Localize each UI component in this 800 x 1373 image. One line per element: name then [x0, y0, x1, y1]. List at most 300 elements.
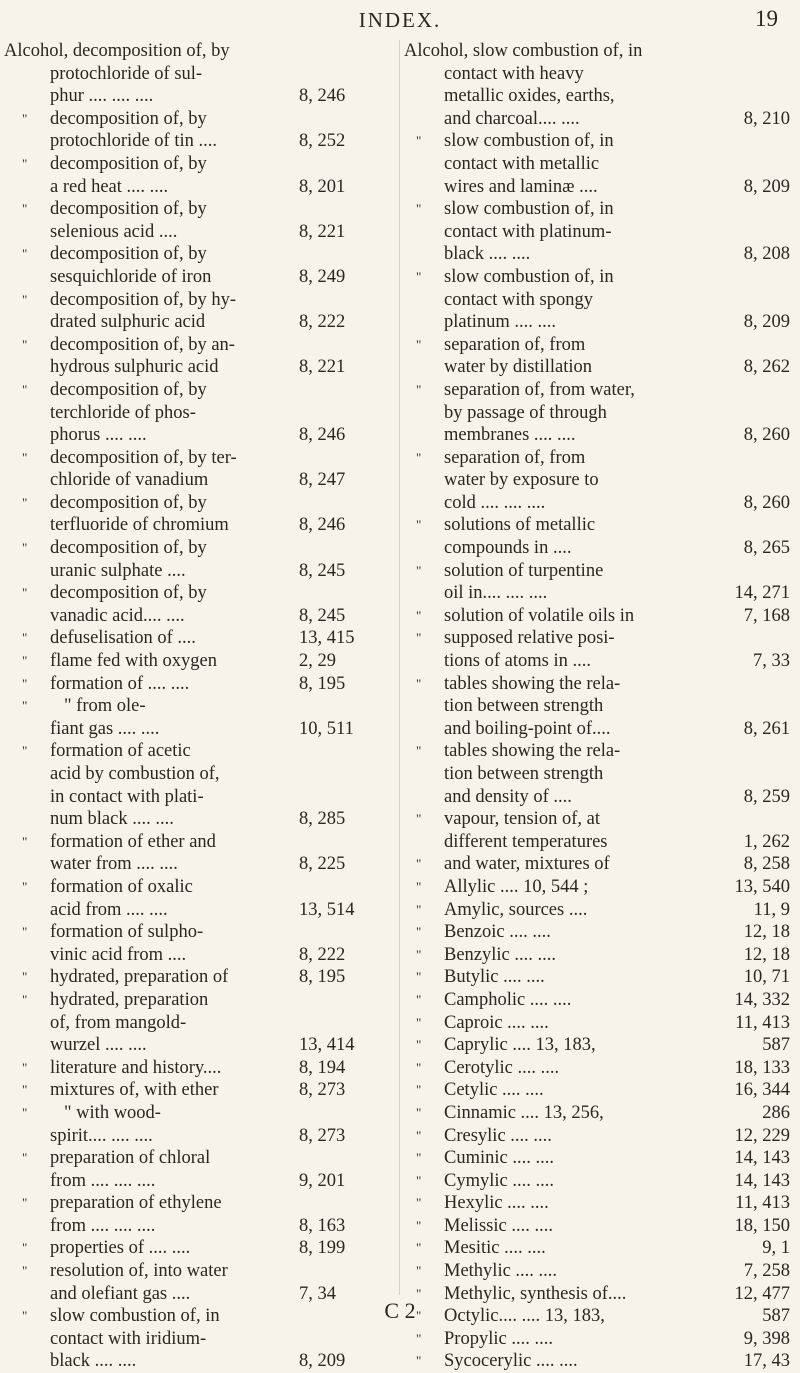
volume-page-ref: 11, 413 — [735, 1193, 790, 1214]
index-entry — [4, 740, 397, 763]
volume-page-ref: 8, 252 — [299, 131, 346, 152]
ditto-mark: " — [22, 675, 28, 691]
ditto-mark: " — [416, 946, 422, 962]
index-entry — [404, 492, 794, 515]
entry-text: slow combustion of, in — [50, 1306, 220, 1327]
index-entry — [404, 899, 794, 922]
ditto-mark: " — [416, 1240, 422, 1256]
index-entry — [4, 1079, 397, 1102]
ditto-mark: " — [416, 1330, 422, 1346]
index-entry — [404, 1034, 794, 1057]
ditto-mark: " — [22, 698, 28, 714]
index-entry — [4, 1192, 397, 1215]
entry-text: protochloride of tin .... — [50, 131, 217, 152]
volume-page-ref: 17, 43 — [743, 1351, 790, 1372]
entry-text: different temperatures — [444, 831, 608, 852]
index-entry — [404, 176, 794, 199]
entry-text: and charcoal.... .... — [444, 108, 580, 129]
volume-page-ref: 10, 511 — [299, 718, 354, 739]
volume-page-ref: 13, 415 — [299, 628, 355, 649]
ditto-mark: " — [416, 336, 422, 352]
volume-page-ref: 8, 260 — [743, 425, 790, 446]
index-entry — [404, 379, 794, 402]
volume-page-ref: 12, 18 — [743, 944, 790, 965]
volume-page-ref: 8, 273 — [299, 1080, 346, 1101]
volume-page-ref: 7, 258 — [743, 1261, 790, 1282]
index-entry — [404, 718, 794, 741]
index-entry — [404, 763, 794, 786]
index-entry — [4, 989, 397, 1012]
ditto-mark: " — [22, 1059, 28, 1075]
index-entry — [404, 1170, 794, 1193]
entry-text: decomposition of, by — [50, 244, 207, 265]
left-index-column — [4, 40, 397, 1373]
entry-text: vanadic acid.... .... — [50, 605, 185, 626]
entry-text: formation of .... .... — [50, 673, 190, 694]
index-entry — [4, 1260, 397, 1283]
volume-page-ref: 8, 195 — [299, 967, 346, 988]
ditto-mark: " — [22, 630, 28, 646]
index-entry — [4, 966, 397, 989]
entry-text: hydrated, preparation of — [50, 967, 229, 988]
index-entry — [404, 853, 794, 876]
entry-text: chloride of vanadium — [50, 470, 209, 491]
entry-text: Cinnamic .... 13, 256, — [444, 1102, 604, 1123]
index-entry — [404, 740, 794, 763]
ditto-mark: " — [22, 585, 28, 601]
entry-text: Allylic .... 10, 544 ; — [444, 876, 589, 897]
entry-text: slow combustion of, in — [444, 199, 614, 220]
ditto-mark: " — [22, 924, 28, 940]
volume-page-ref: 8, 273 — [299, 1125, 346, 1146]
volume-page-ref: 16, 344 — [734, 1080, 790, 1101]
entry-text: formation of acetic — [50, 741, 191, 762]
entry-text: a red heat .... .... — [50, 176, 169, 197]
volume-page-ref: 11, 9 — [753, 899, 790, 920]
ditto-mark: " — [416, 1172, 422, 1188]
index-entry — [4, 85, 397, 108]
ditto-mark: " — [416, 1127, 422, 1143]
entry-text: separation of, from water, — [444, 379, 635, 400]
ditto-mark: " — [416, 969, 422, 985]
index-entry — [4, 1125, 397, 1148]
index-entry — [4, 1350, 397, 1373]
ditto-mark: " — [22, 494, 28, 510]
index-entry — [4, 1034, 397, 1057]
index-entry — [4, 605, 397, 628]
volume-page-ref: 587 — [762, 1306, 790, 1327]
index-entry — [404, 1192, 794, 1215]
ditto-mark: " — [22, 1308, 28, 1324]
entry-text: formation of ether and — [50, 831, 216, 852]
volume-page-ref: 8, 245 — [299, 560, 346, 581]
volume-page-ref: 7, 168 — [743, 605, 790, 626]
index-entry — [4, 153, 397, 176]
entry-text: vinic acid from .... — [50, 944, 187, 965]
volume-page-ref: 13, 514 — [299, 899, 355, 920]
entry-text: water by exposure to — [444, 470, 599, 491]
entry-text: " from ole- — [64, 696, 146, 717]
column-divider — [399, 40, 400, 1295]
ditto-mark: " — [416, 201, 422, 217]
index-entry — [4, 356, 397, 379]
index-entry — [404, 514, 794, 537]
ditto-mark: " — [416, 1082, 422, 1098]
index-entry — [4, 469, 397, 492]
volume-page-ref: 8, 210 — [743, 108, 790, 129]
ditto-mark: " — [22, 336, 28, 352]
index-entry — [404, 311, 794, 334]
entry-text: tables showing the rela- — [444, 741, 621, 762]
ditto-mark: " — [416, 675, 422, 691]
index-entry — [404, 1215, 794, 1238]
volume-page-ref: 8, 249 — [299, 266, 346, 287]
entry-text: vapour, tension of, at — [444, 809, 600, 830]
index-entry — [4, 289, 397, 312]
index-entry — [4, 379, 397, 402]
entry-text: by passage of through — [444, 402, 607, 423]
volume-page-ref: 286 — [762, 1102, 790, 1123]
entry-text: tion between strength — [444, 764, 604, 784]
volume-page-ref: 8, 195 — [299, 673, 346, 694]
entry-text: contact with platinum- — [444, 221, 612, 242]
index-entry — [4, 221, 397, 244]
entry-text: and density of .... — [444, 786, 572, 807]
index-entry — [404, 1125, 794, 1148]
entry-text: formation of oxalic — [50, 876, 193, 897]
entry-text: decomposition of, by an- — [50, 334, 235, 355]
volume-page-ref: 12, 18 — [743, 922, 790, 943]
entry-text: decomposition of, by — [50, 108, 207, 129]
index-entry — [4, 402, 397, 425]
volume-page-ref: 12, 477 — [734, 1283, 790, 1304]
ditto-mark: " — [416, 1195, 422, 1211]
entry-text: num black .... .... — [50, 809, 174, 830]
entry-text: selenious acid .... — [50, 221, 178, 242]
volume-page-ref: 8, 222 — [299, 312, 346, 333]
ditto-mark: " — [416, 991, 422, 1007]
entry-text: solutions of metallic — [444, 515, 596, 536]
ditto-mark: " — [416, 1263, 422, 1279]
volume-page-ref: 8, 259 — [743, 786, 790, 807]
volume-page-ref: 1, 262 — [743, 831, 790, 852]
index-entry — [404, 289, 794, 312]
ditto-mark: " — [22, 201, 28, 217]
entry-text: contact with heavy — [444, 63, 584, 84]
entry-text: Mesitic .... .... — [444, 1238, 546, 1259]
index-entry — [404, 1328, 794, 1351]
index-entry — [4, 921, 397, 944]
printer-signature: C 2 — [384, 1298, 416, 1323]
entry-text: uranic sulphate .... — [50, 560, 186, 581]
ditto-mark: " — [416, 1353, 422, 1369]
entry-text: and water, mixtures of — [444, 854, 610, 875]
volume-page-ref: 9, 398 — [743, 1328, 790, 1349]
ditto-mark: " — [416, 562, 422, 578]
entry-text: black .... .... — [444, 244, 531, 265]
entry-text: Caprylic .... 13, 183, — [444, 1035, 596, 1056]
volume-page-ref: 8, 245 — [299, 605, 346, 626]
entry-text: literature and history.... — [50, 1057, 222, 1078]
volume-page-ref: 8, 221 — [299, 221, 346, 242]
ditto-mark: " — [416, 811, 422, 827]
ditto-mark: " — [22, 833, 28, 849]
right-index-column — [404, 40, 794, 1373]
entry-text: decomposition of, by — [50, 199, 207, 220]
index-entry — [4, 786, 397, 809]
entry-text: decomposition of, by — [50, 538, 207, 559]
ditto-mark: " — [22, 1082, 28, 1098]
volume-page-ref: 10, 71 — [743, 967, 790, 988]
entry-text: decomposition of, by ter- — [50, 447, 237, 468]
entry-text: flame fed with oxygen — [50, 651, 217, 672]
ditto-mark: " — [416, 1150, 422, 1166]
index-entry — [4, 1170, 397, 1193]
index-entry — [404, 266, 794, 289]
index-entry — [404, 243, 794, 266]
entry-text: wurzel .... .... — [50, 1035, 147, 1056]
volume-page-ref: 14, 143 — [734, 1170, 790, 1191]
entry-text: Butylic .... .... — [444, 967, 545, 988]
index-entry — [4, 650, 397, 673]
ditto-mark: " — [416, 1285, 422, 1301]
volume-page-ref: 8, 261 — [743, 718, 790, 739]
entry-text: metallic oxides, earths, — [444, 86, 615, 107]
volume-page-ref: 8, 225 — [299, 854, 346, 875]
index-entry — [4, 514, 397, 537]
entry-text: Octylic.... .... 13, 183, — [444, 1306, 605, 1327]
index-heading: Alcohol, decomposition of, by — [4, 41, 230, 61]
index-entry — [4, 1328, 397, 1351]
entry-text: Cerotylic .... .... — [444, 1057, 560, 1078]
entry-text: slow combustion of, in — [444, 131, 614, 152]
index-entry — [4, 311, 397, 334]
entry-text: " with wood- — [64, 1102, 161, 1123]
entry-text: Propylic .... .... — [444, 1328, 553, 1349]
entry-text: separation of, from — [444, 447, 586, 468]
page-number: 19 — [755, 6, 778, 31]
volume-page-ref: 18, 150 — [734, 1215, 790, 1236]
volume-page-ref: 8, 201 — [299, 176, 346, 197]
index-entry — [404, 605, 794, 628]
index-entry — [4, 831, 397, 854]
ditto-mark: " — [22, 653, 28, 669]
index-entry — [404, 447, 794, 470]
entry-text: platinum .... .... — [444, 312, 557, 333]
index-entry — [404, 130, 794, 153]
index-entry — [4, 1215, 397, 1238]
index-entry — [404, 1260, 794, 1283]
ditto-mark: " — [416, 381, 422, 397]
ditto-mark: " — [416, 1217, 422, 1233]
index-entry — [404, 356, 794, 379]
index-entry — [4, 763, 397, 786]
ditto-mark: " — [416, 901, 422, 917]
ditto-mark: " — [22, 449, 28, 465]
entry-text: drated sulphuric acid — [50, 312, 206, 333]
volume-page-ref: 8, 208 — [743, 244, 790, 265]
index-entry — [404, 582, 794, 605]
ditto-mark: " — [416, 607, 422, 623]
page-header — [0, 6, 800, 36]
ditto-mark: " — [416, 449, 422, 465]
entry-text: Cetylic .... .... — [444, 1080, 544, 1101]
ditto-mark: " — [22, 991, 28, 1007]
entry-text: and olefiant gas .... — [50, 1283, 191, 1304]
entry-text: of, from mangold- — [50, 1012, 187, 1033]
ditto-mark: " — [22, 110, 28, 126]
index-entry — [404, 786, 794, 809]
volume-page-ref: 8, 199 — [299, 1238, 346, 1259]
entry-text: hydrated, preparation — [50, 989, 209, 1010]
entry-text: contact with metallic — [444, 153, 600, 174]
index-entry — [4, 718, 397, 741]
entry-text: sesquichloride of iron — [50, 266, 212, 287]
entry-text: decomposition of, by hy- — [50, 289, 237, 310]
index-entry — [4, 334, 397, 357]
index-entry — [4, 560, 397, 583]
index-entry — [404, 1350, 794, 1373]
ditto-mark: " — [416, 268, 422, 284]
volume-page-ref: 8, 246 — [299, 425, 346, 446]
index-entry — [404, 424, 794, 447]
index-entry — [404, 469, 794, 492]
index-entry — [404, 1012, 794, 1035]
entry-text: spirit.... .... .... — [50, 1125, 153, 1146]
entry-text: decomposition of, by — [50, 583, 207, 604]
index-entry — [404, 808, 794, 831]
volume-page-ref: 8, 222 — [299, 944, 346, 965]
index-entry — [4, 808, 397, 831]
entry-text: Methylic .... .... — [444, 1261, 558, 1282]
index-entry — [4, 1102, 397, 1125]
entry-text: Sycocerylic .... .... — [444, 1351, 578, 1372]
ditto-mark: " — [22, 1240, 28, 1256]
volume-page-ref: 8, 246 — [299, 515, 346, 536]
index-entry — [4, 899, 397, 922]
index-entry — [404, 221, 794, 244]
entry-text: fiant gas .... .... — [50, 718, 160, 739]
ditto-mark: " — [416, 924, 422, 940]
entry-text: decomposition of, by — [50, 153, 207, 174]
ditto-mark: " — [416, 856, 422, 872]
entry-text: tables showing the rela- — [444, 673, 621, 694]
entry-text: Cresylic .... .... — [444, 1125, 552, 1146]
entry-text: membranes .... .... — [444, 425, 576, 446]
index-entry — [4, 876, 397, 899]
index-entry — [4, 198, 397, 221]
entry-text: and boiling-point of.... — [444, 718, 611, 739]
index-entry — [4, 695, 397, 718]
entry-text: oil in.... .... .... — [444, 583, 548, 604]
index-entry — [404, 198, 794, 221]
entry-text: terfluoride of chromium — [50, 515, 229, 536]
index-entry — [4, 424, 397, 447]
entry-text: compounds in .... — [444, 538, 572, 559]
index-entry — [4, 63, 397, 86]
index-entry — [404, 63, 794, 86]
entry-text: Caproic .... .... — [444, 1012, 549, 1033]
entry-text: Melissic .... .... — [444, 1215, 553, 1236]
entry-text: contact with spongy — [444, 289, 594, 310]
volume-page-ref: 8, 265 — [743, 538, 790, 559]
index-entry — [404, 831, 794, 854]
index-entry — [4, 1237, 397, 1260]
index-entry — [4, 447, 397, 470]
volume-page-ref: 11, 413 — [735, 1012, 790, 1033]
volume-page-ref: 9, 1 — [762, 1238, 790, 1259]
volume-page-ref: 8, 209 — [743, 312, 790, 333]
entry-text: protochloride of sul- — [50, 63, 203, 84]
volume-page-ref: 7, 34 — [299, 1283, 336, 1304]
index-heading: Alcohol, slow combustion of, in — [404, 41, 643, 61]
index-entry — [404, 560, 794, 583]
index-entry — [404, 1057, 794, 1080]
ditto-mark: " — [22, 1150, 28, 1166]
ditto-mark: " — [22, 246, 28, 262]
entry-text: acid from .... .... — [50, 899, 168, 920]
volume-page-ref: 587 — [762, 1035, 790, 1056]
index-entry — [404, 966, 794, 989]
entry-text: resolution of, into water — [50, 1261, 228, 1282]
entry-text: from .... .... .... — [50, 1215, 156, 1236]
volume-page-ref: 9, 201 — [299, 1170, 346, 1191]
entry-text: decomposition of, by — [50, 492, 207, 513]
index-entry — [4, 537, 397, 560]
index-entry — [404, 85, 794, 108]
ditto-mark: " — [416, 517, 422, 533]
volume-page-ref: 8, 163 — [299, 1215, 346, 1236]
index-entry — [4, 1147, 397, 1170]
entry-text: Cymylic .... .... — [444, 1170, 554, 1191]
entry-text: slow combustion of, in — [444, 266, 614, 287]
index-entry — [404, 650, 794, 673]
index-entry — [404, 153, 794, 176]
entry-text: water from .... .... — [50, 854, 178, 875]
entry-text: properties of .... .... — [50, 1238, 191, 1259]
index-entry — [4, 266, 397, 289]
volume-page-ref: 8, 285 — [299, 809, 346, 830]
volume-page-ref: 8, 209 — [299, 1351, 346, 1372]
entry-text: cold .... .... .... — [444, 492, 546, 513]
volume-page-ref: 8, 262 — [743, 357, 790, 378]
ditto-mark: " — [416, 743, 422, 759]
ditto-mark: " — [416, 1037, 422, 1053]
index-entry — [404, 334, 794, 357]
entry-text: defuselisation of .... — [50, 628, 196, 649]
entry-text: tion between strength — [444, 696, 604, 717]
index-entry — [404, 1147, 794, 1170]
entry-text: solution of volatile oils in — [444, 605, 635, 626]
entry-text: Amylic, sources .... — [444, 899, 588, 920]
ditto-mark: " — [22, 540, 28, 556]
index-entry — [4, 130, 397, 153]
entry-text: water by distillation — [444, 357, 592, 378]
index-entry — [4, 243, 397, 266]
ditto-mark: " — [22, 381, 28, 397]
index-entry — [404, 673, 794, 696]
index-entry — [404, 989, 794, 1012]
entry-text: from .... .... .... — [50, 1170, 156, 1191]
volume-page-ref: 12, 229 — [734, 1125, 790, 1146]
ditto-mark: " — [416, 1104, 422, 1120]
volume-page-ref: 8, 194 — [299, 1057, 346, 1078]
index-entry — [404, 1237, 794, 1260]
index-entry — [4, 1057, 397, 1080]
entry-text: Benzoic .... .... — [444, 922, 551, 943]
entry-text: wires and laminæ .... — [444, 176, 598, 197]
ditto-mark: " — [416, 878, 422, 894]
